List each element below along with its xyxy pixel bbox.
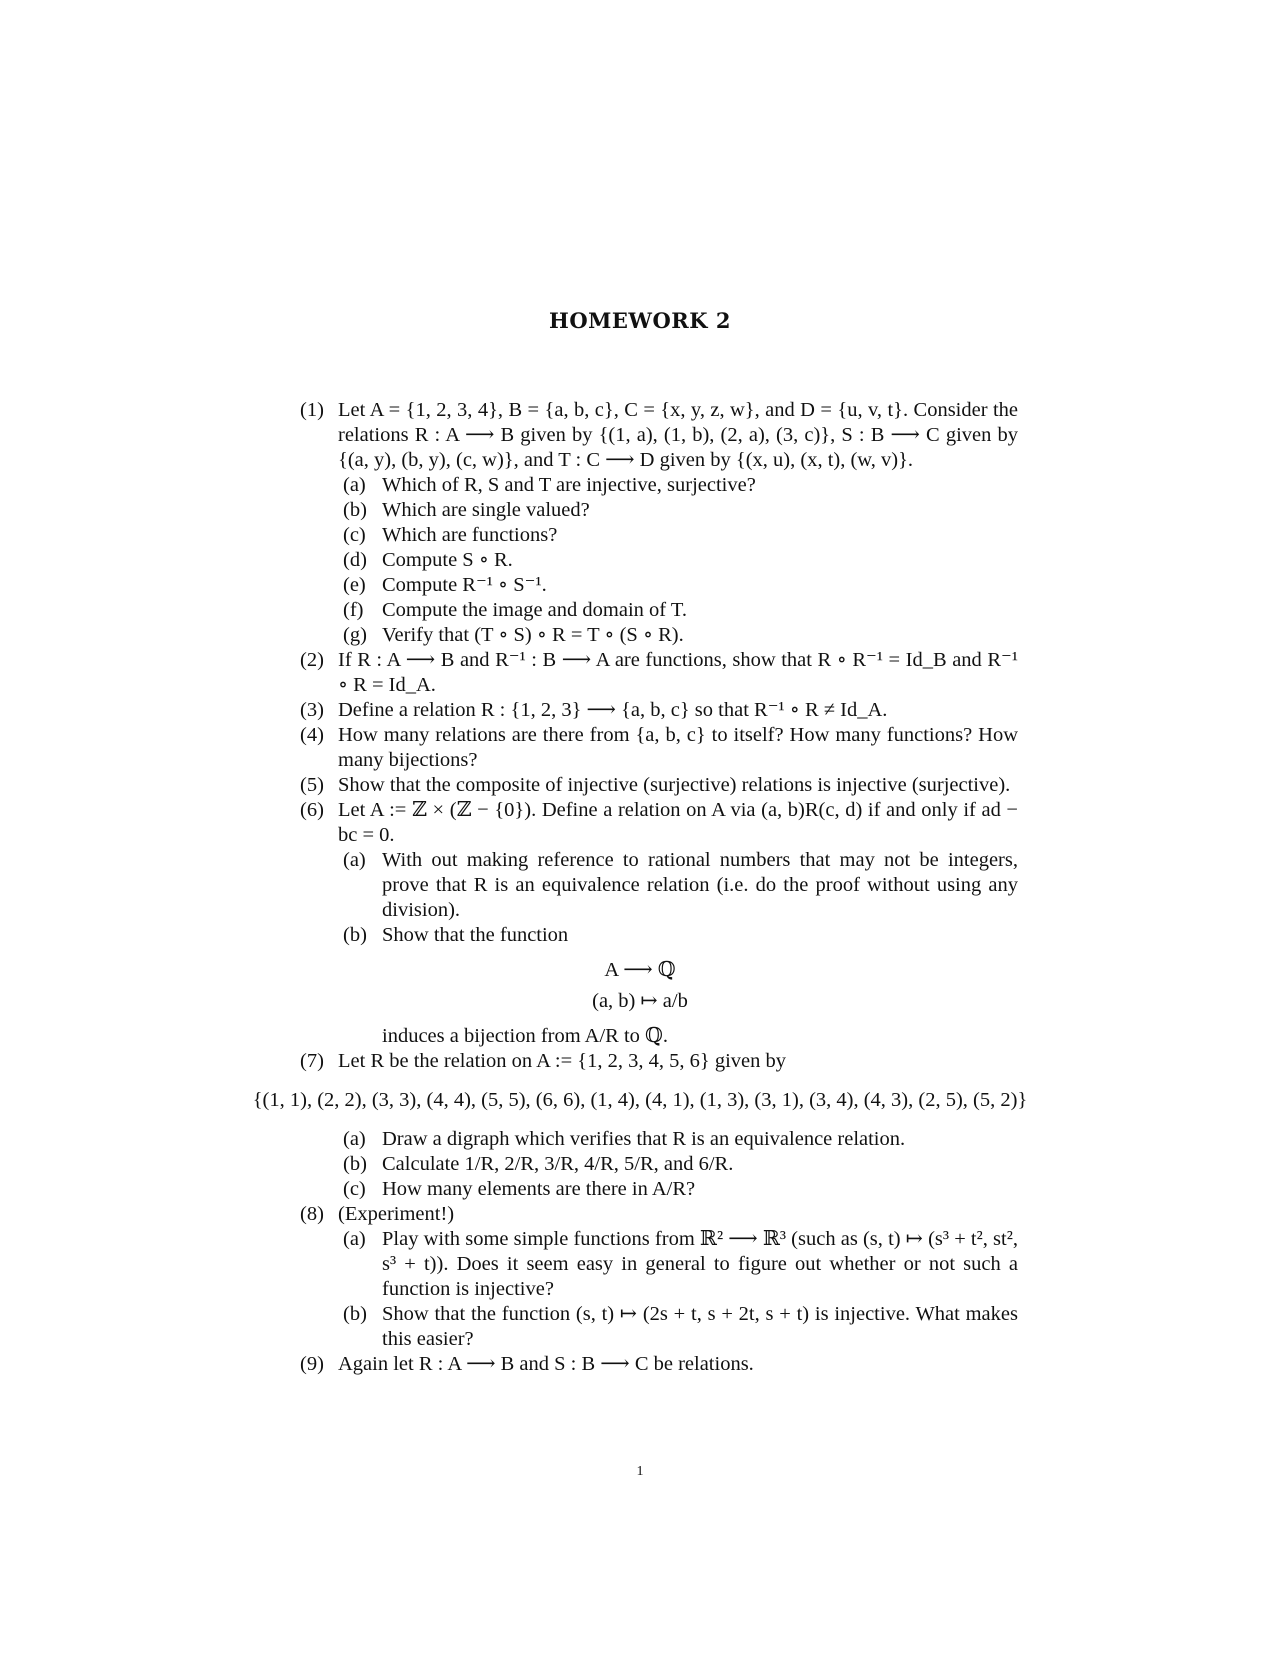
problem-text: Let A := ℤ × (ℤ − {0}). Define a relation on A via (a, b)R(c, d) if and only if ad − bc = 0. (338, 799, 1018, 846)
subproblem-text: Which are functions? (382, 524, 558, 546)
problem-6 (0, 798, 1018, 848)
subproblem (0, 1302, 1018, 1352)
subproblem (0, 598, 1018, 623)
subproblem (0, 548, 1018, 573)
subproblem-label: (a) (343, 1128, 366, 1150)
subproblem (0, 573, 1018, 598)
subproblem-text: Show that the function (382, 924, 569, 946)
problem-5 (0, 773, 1018, 798)
problem-text: Again let R : A ⟶ B and S : B ⟶ C be relations. (338, 1353, 754, 1375)
subproblem (0, 1127, 1018, 1152)
problem-3 (0, 698, 1018, 723)
display-equation (0, 958, 1280, 1014)
subproblem-text: How many elements are there in A/R? (382, 1178, 696, 1200)
subproblem-text: Calculate 1/R, 2/R, 3/R, 4/R, 5/R, and 6/R. (382, 1153, 734, 1175)
problem-number: (4) (300, 724, 324, 746)
problem-list (0, 398, 1280, 1377)
problem-number: (1) (300, 399, 324, 421)
subproblem (0, 1152, 1018, 1177)
subproblem (0, 1227, 1018, 1302)
problem-2 (0, 648, 1018, 698)
subproblem (0, 523, 1018, 548)
subproblem-label: (f) (343, 599, 364, 621)
problem-text: How many relations are there from {a, b, c} to itself? How many functions? How many bijections? (338, 724, 1018, 771)
subproblem (0, 623, 1018, 648)
problem-text: Show that the composite of injective (surjective) relations is injective (surjective). (338, 774, 1011, 796)
subproblem-label: (g) (343, 624, 367, 646)
problem-number: (8) (300, 1203, 324, 1225)
subproblem-text: Compute R⁻¹ ∘ S⁻¹. (382, 574, 547, 596)
subproblem-label: (d) (343, 549, 367, 571)
subproblem (0, 473, 1018, 498)
problem-text: (Experiment!) (338, 1203, 455, 1225)
subproblem-label: (a) (343, 1228, 366, 1250)
continuation-text: induces a bijection from A/R to ℚ. (382, 1025, 669, 1047)
display-line: (a, b) ↦ a/b (592, 990, 688, 1012)
subproblem-label: (a) (343, 849, 366, 871)
problem-7 (0, 1049, 1018, 1074)
problem-number: (2) (300, 649, 324, 671)
problem-number: (7) (300, 1050, 324, 1072)
problem-number: (9) (300, 1353, 324, 1375)
subproblem-label: (c) (343, 1178, 366, 1200)
problem-9 (0, 1352, 1018, 1377)
subproblem-text: Which of R, S and T are injective, surjective? (382, 474, 756, 496)
problem-1 (0, 398, 1018, 473)
subproblem-label: (b) (343, 924, 367, 946)
problem-number: (6) (300, 799, 324, 821)
page-title: HOMEWORK 2 (549, 308, 731, 333)
subproblem-text: With out making reference to rational numbers that may not be integers, prove that R is an equivalence relation (i.e. do the proof without using any division). (382, 849, 1018, 921)
display-line: A ⟶ ℚ (604, 959, 676, 981)
subproblem (0, 498, 1018, 523)
problem-text: Let R be the relation on A := {1, 2, 3, 4, 5, 6} given by (338, 1050, 787, 1072)
problem-4 (0, 723, 1018, 773)
display-equation: {(1, 1), (2, 2), (3, 3), (4, 4), (5, 5), (6, 6), (1, 4), (4, 1), (1, 3), (3, 1), (3, 4), (4, 3), (2, 5), (5, 2)} (252, 1089, 1028, 1111)
page-number: 1 (636, 1464, 644, 1479)
subproblem-text: Compute the image and domain of T. (382, 599, 687, 621)
subproblem-text: Show that the function (s, t) ↦ (2s + t, s + 2t, s + t) is injective. What makes this easier? (382, 1303, 1018, 1350)
subproblem-label: (b) (343, 1153, 367, 1175)
problem-text: Let A = {1, 2, 3, 4}, B = {a, b, c}, C = {x, y, z, w}, and D = {u, v, t}. Consider the relations R : A ⟶ B given by {(1, a), (1, b), (2, a), (3, c)}, S : B ⟶ C given by {(a, y), (b, y), (c, w)}, and T : C ⟶ D given by {(x, u), (x, t), (w, v)}. (338, 399, 1018, 471)
subproblem-label: (a) (343, 474, 366, 496)
subproblem-text: Play with some simple functions from ℝ² ⟶ ℝ³ (such as (s, t) ↦ (s³ + t², st², s³ + t)). Does it seem easy in general to figure out whether or not such a function is injective? (382, 1228, 1018, 1300)
subproblem-label: (e) (343, 574, 366, 596)
subproblem-text: Which are single valued? (382, 499, 590, 521)
problem-number: (5) (300, 774, 324, 796)
subproblem-label: (c) (343, 524, 366, 546)
subproblem-text: Verify that (T ∘ S) ∘ R = T ∘ (S ∘ R). (382, 624, 684, 646)
problem-8 (0, 1202, 1018, 1227)
subproblem (0, 1177, 1018, 1202)
subproblem-label: (b) (343, 1303, 367, 1325)
problem-text: Define a relation R : {1, 2, 3} ⟶ {a, b, c} so that R⁻¹ ∘ R ≠ Id_A. (338, 699, 888, 721)
problem-number: (3) (300, 699, 324, 721)
problem-text: If R : A ⟶ B and R⁻¹ : B ⟶ A are functions, show that R ∘ R⁻¹ = Id_B and R⁻¹ ∘ R = Id_A. (338, 649, 1018, 696)
subproblem-text: Draw a digraph which verifies that R is an equivalence relation. (382, 1128, 906, 1150)
subproblem-label: (b) (343, 499, 367, 521)
subproblem-text: Compute S ∘ R. (382, 549, 513, 571)
subproblem (0, 848, 1018, 923)
subproblem (0, 923, 1018, 948)
